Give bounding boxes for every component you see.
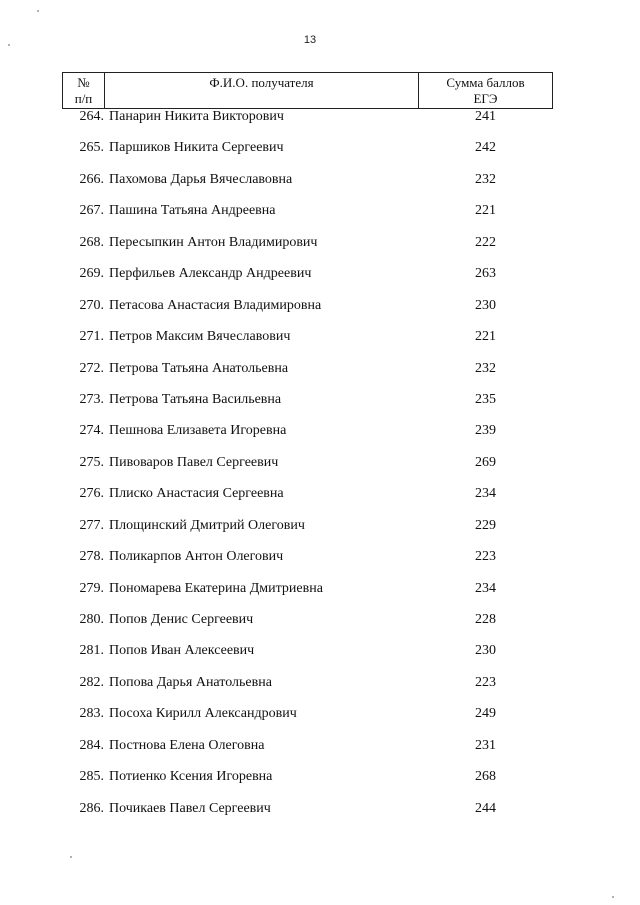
row-number: 279.	[79, 580, 104, 596]
exam-score: 223	[475, 674, 496, 690]
recipient-name: Перфильев Александр Андреевич	[109, 266, 312, 282]
table-row	[62, 234, 553, 265]
row-number: 277.	[79, 517, 104, 533]
recipient-name: Петрова Татьяна Анатольевна	[109, 360, 289, 376]
recipient-name: Петров Максим Вячеславович	[109, 329, 291, 345]
recipient-name: Пахомова Дарья Вячеславовна	[109, 171, 293, 187]
exam-score: 230	[475, 643, 496, 659]
table-row	[62, 674, 553, 705]
table-row	[62, 422, 553, 453]
table-row	[62, 391, 553, 422]
exam-score: 221	[475, 203, 496, 219]
scan-speck	[37, 10, 39, 12]
table-row	[62, 642, 553, 673]
scan-speck	[612, 896, 614, 898]
exam-score: 269	[475, 454, 496, 470]
exam-score: 231	[475, 737, 496, 753]
recipient-name: Почикаев Павел Сергеевич	[109, 800, 271, 816]
row-number: 285.	[79, 769, 104, 785]
exam-score: 241	[475, 109, 496, 124]
table-row	[62, 517, 553, 548]
table-row	[62, 580, 553, 611]
row-number: 276.	[79, 486, 104, 502]
row-number: 264.	[79, 109, 104, 124]
table-row	[62, 328, 553, 359]
row-number: 265.	[79, 140, 104, 156]
table-row	[62, 360, 553, 391]
row-number: 280.	[79, 612, 104, 627]
exam-score: 221	[475, 329, 496, 345]
exam-score: 232	[475, 360, 496, 376]
table-row	[62, 171, 553, 202]
page-number: 13	[303, 34, 317, 46]
table-row	[62, 768, 553, 799]
row-number: 266.	[79, 171, 104, 187]
row-number: 271.	[79, 329, 104, 345]
recipient-name: Пономарева Екатерина Дмитриевна	[109, 580, 323, 596]
exam-score: 268	[475, 769, 496, 785]
scan-speck	[70, 856, 72, 858]
row-number: 268.	[79, 234, 104, 250]
table-row	[62, 454, 553, 485]
header-number-column	[63, 73, 105, 108]
exam-score: 249	[475, 706, 496, 722]
exam-score: 242	[475, 140, 496, 156]
exam-score: 229	[475, 517, 496, 533]
row-number: 281.	[79, 643, 104, 659]
exam-score: 234	[475, 486, 496, 502]
recipient-name: Пешнова Елизавета Игоревна	[109, 423, 287, 439]
exam-score: 232	[475, 171, 496, 187]
recipient-name: Посоха Кирилл Александрович	[109, 706, 297, 722]
recipient-name: Поликарпов Антон Олегович	[109, 549, 284, 565]
recipient-name: Попова Дарья Анатольевна	[109, 674, 272, 690]
table-header	[62, 72, 553, 109]
exam-score: 263	[475, 266, 496, 282]
table-row	[62, 705, 553, 736]
table-row	[62, 265, 553, 296]
table-row	[62, 737, 553, 768]
recipient-name: Пересыпкин Антон Владимирович	[109, 234, 318, 250]
recipient-name: Плиско Анастасия Сергеевна	[109, 486, 284, 502]
recipient-name: Попов Денис Сергеевич	[109, 612, 254, 627]
row-number: 286.	[79, 800, 104, 816]
row-number: 283.	[79, 706, 104, 722]
row-number: 274.	[79, 423, 104, 439]
recipient-name: Пивоваров Павел Сергеевич	[109, 454, 279, 470]
table-row	[62, 297, 553, 328]
row-number: 284.	[79, 737, 104, 753]
exam-score: 230	[475, 297, 496, 313]
recipient-name: Петрова Татьяна Васильевна	[109, 391, 282, 407]
row-number: 275.	[79, 454, 104, 470]
recipient-name: Постнова Елена Олеговна	[109, 737, 265, 753]
header-number-line1: №	[77, 75, 90, 90]
row-number: 270.	[79, 297, 104, 313]
header-score-column	[419, 73, 552, 108]
exam-score: 222	[475, 234, 496, 250]
recipient-name: Потиенко Ксения Игоревна	[109, 769, 273, 785]
table-row	[62, 202, 553, 233]
table-row	[62, 548, 553, 579]
row-number: 278.	[79, 549, 104, 565]
table-row	[62, 108, 553, 139]
table-row	[62, 800, 553, 831]
recipient-name: Площинский Дмитрий Олегович	[109, 517, 305, 533]
scan-speck	[8, 44, 10, 46]
exam-score: 234	[475, 580, 496, 596]
recipient-name: Паршиков Никита Сергеевич	[109, 140, 284, 156]
header-number-line2: п/п	[74, 91, 93, 106]
exam-score: 239	[475, 423, 496, 439]
header-score-line1: Сумма баллов	[446, 75, 525, 90]
row-number: 273.	[79, 391, 104, 407]
recipient-name: Пашина Татьяна Андреевна	[109, 203, 276, 219]
header-name-column: Ф.И.О. получателя	[105, 73, 419, 108]
recipient-name: Панарин Никита Викторович	[109, 109, 284, 124]
table-row	[62, 139, 553, 170]
recipients-list	[62, 108, 553, 831]
table-row	[62, 611, 553, 642]
recipient-name: Петасова Анастасия Владимировна	[109, 297, 322, 313]
recipient-name: Попов Иван Алексеевич	[109, 643, 255, 659]
row-number: 282.	[79, 674, 104, 690]
exam-score: 235	[475, 391, 496, 407]
exam-score: 223	[475, 549, 496, 565]
row-number: 272.	[79, 360, 104, 376]
header-score-line2: ЕГЭ	[473, 91, 498, 106]
exam-score: 228	[475, 612, 496, 627]
row-number: 267.	[79, 203, 104, 219]
table-row	[62, 485, 553, 516]
exam-score: 244	[475, 800, 496, 816]
row-number: 269.	[79, 266, 104, 282]
